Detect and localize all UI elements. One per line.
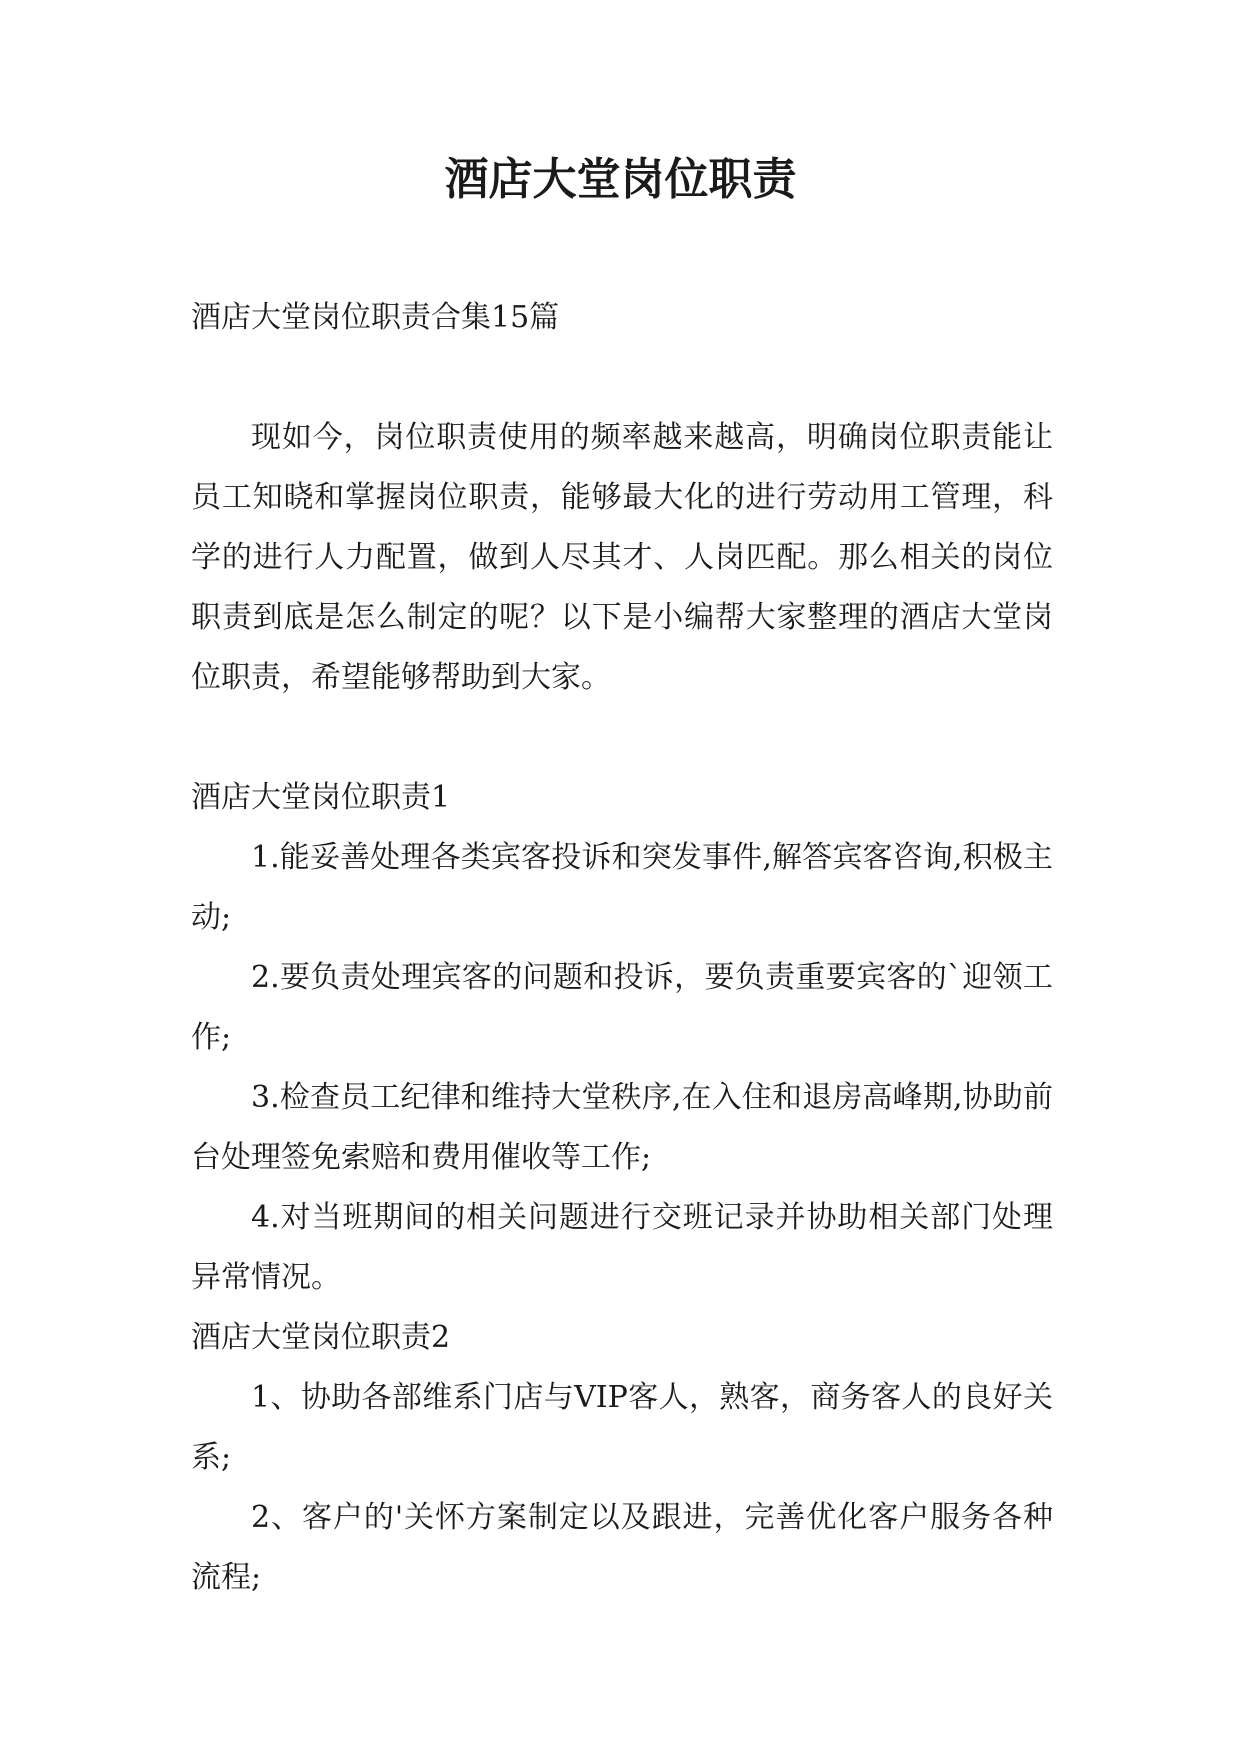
list-item: 1、协助各部维系门店与VIP客人，熟客，商务客人的良好关系;: [191, 1380, 1053, 1475]
list-item: 2、客户的'关怀方案制定以及跟进，完善优化客户服务各种流程;: [191, 1500, 1053, 1595]
list-item: 4.对当班期间的相关问题进行交班记录并协助相关部门处理异常情况。: [191, 1200, 1053, 1295]
list-item: 2.要负责处理宾客的问题和投诉，要负责重要宾客的`迎领工作;: [191, 960, 1053, 1055]
list-item: 3.检查员工纪律和维持大堂秩序,在入住和退房高峰期,协助前台处理签免索赔和费用催收等工作;: [191, 1080, 1053, 1175]
document-body: [191, 288, 1053, 1608]
intro-paragraph: 现如今，岗位职责使用的频率越来越高，明确岗位职责能让员工知晓和掌握岗位职责，能够最大化的进行劳动用工管理，科学的进行人力配置，做到人尽其才、人岗匹配。那么相关的岗位职责到底是怎么制定的呢？以下是小编帮大家整理的酒店大堂岗位职责，希望能够帮助到大家。: [191, 420, 1053, 695]
document-subtitle: 酒店大堂岗位职责合集15篇: [191, 300, 560, 335]
section-heading: 酒店大堂岗位职责1: [191, 780, 451, 815]
section-heading: 酒店大堂岗位职责2: [191, 1320, 451, 1355]
document-title: 酒店大堂岗位职责: [444, 154, 797, 205]
list-item: 1.能妥善处理各类宾客投诉和突发事件,解答宾客咨询,积极主动;: [191, 840, 1053, 935]
